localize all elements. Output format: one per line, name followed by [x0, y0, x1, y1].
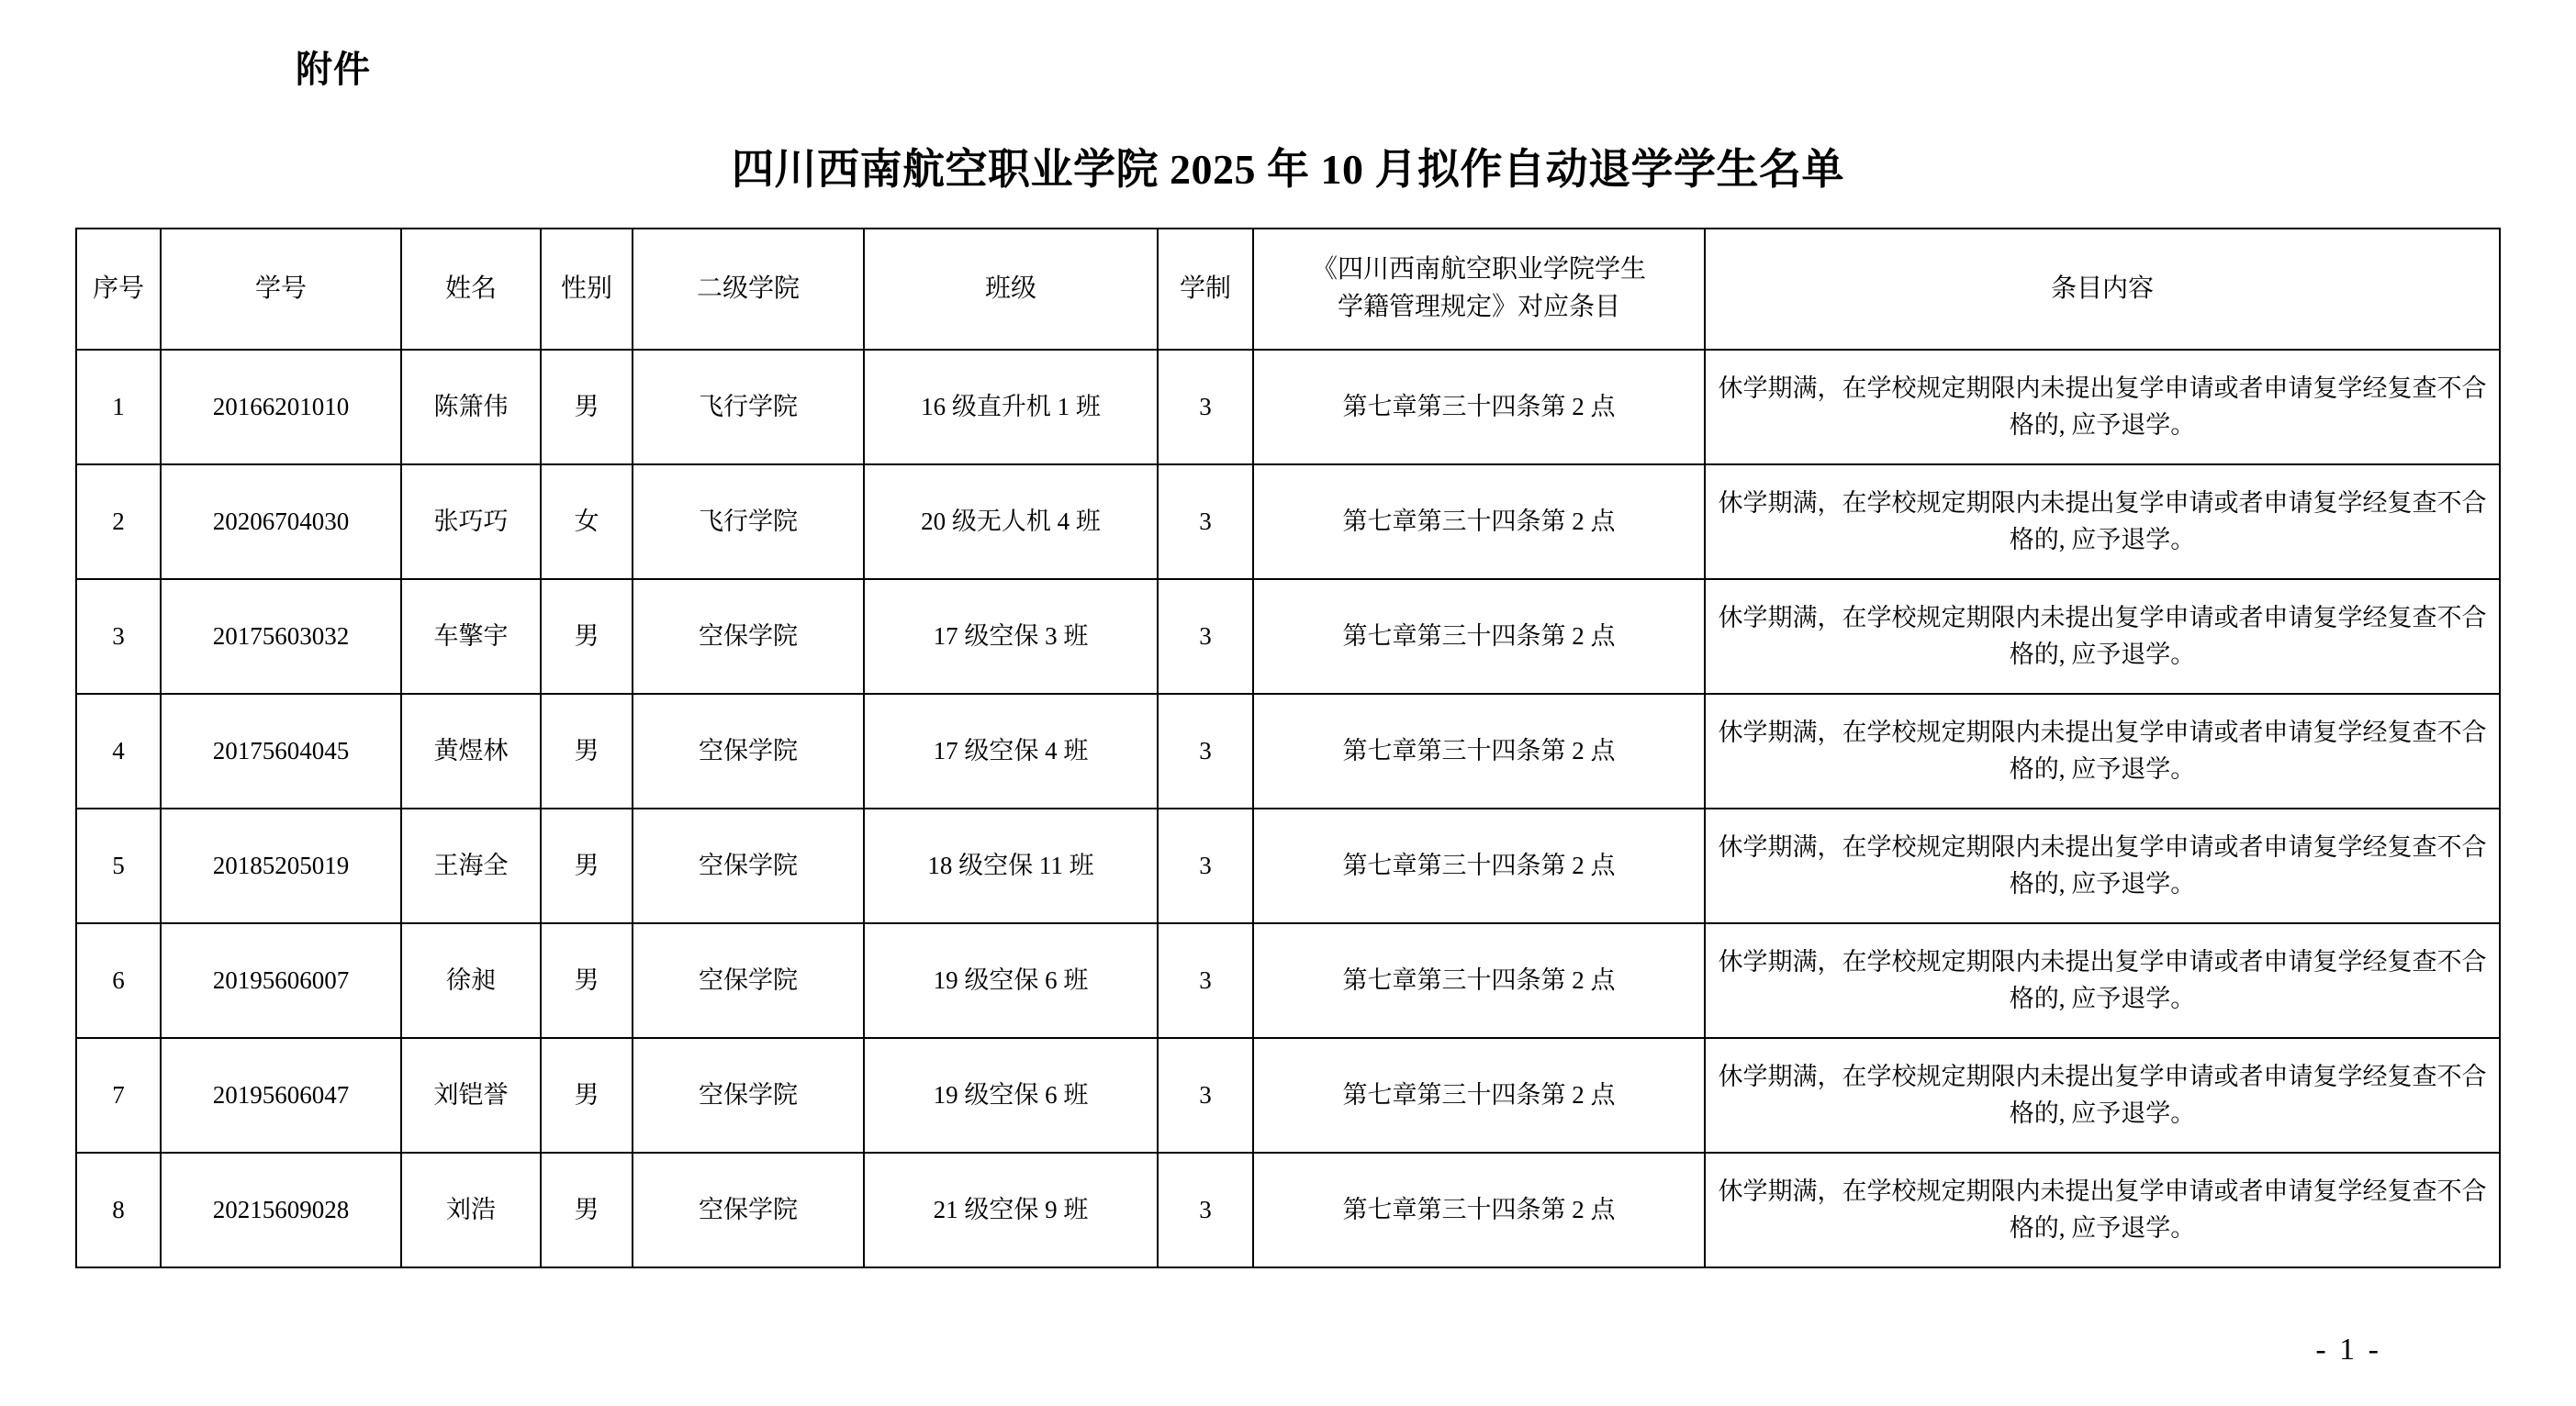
cell-student-id: 20215609028: [161, 1153, 401, 1267]
cell-student-id: 20195606007: [161, 923, 401, 1038]
cell-name: 王海全: [401, 809, 541, 923]
cell-name: 张巧巧: [401, 464, 541, 579]
column-header-system: 学制: [1158, 229, 1253, 350]
cell-name: 车擎宇: [401, 579, 541, 694]
cell-student-id: 20175603032: [161, 579, 401, 694]
column-header-clause-line1: 《四川西南航空职业学院学生: [1311, 255, 1646, 285]
table-header: [76, 229, 2500, 350]
cell-gender: 男: [541, 923, 633, 1038]
cell-clause: 第七章第三十四条第 2 点: [1253, 350, 1705, 464]
cell-system: 3: [1158, 923, 1253, 1038]
cell-class: 16 级直升机 1 班: [864, 350, 1158, 464]
cell-gender: 男: [541, 1153, 633, 1267]
cell-student-id: 20166201010: [161, 350, 401, 464]
column-header-name: 姓名: [401, 229, 541, 350]
cell-clause: 第七章第三十四条第 2 点: [1253, 464, 1705, 579]
cell-clause: 第七章第三十四条第 2 点: [1253, 809, 1705, 923]
page-title: 四川西南航空职业学院 2025 年 10 月拟作自动退学学生名单: [732, 146, 1844, 193]
cell-class: 18 级空保 11 班: [864, 809, 1158, 923]
cell-content: 休学期满，在学校规定期限内未提出复学申请或者申请复学经复查不合格的, 应予退学。: [1705, 923, 2500, 1038]
column-header-clause-line2: 学籍管理规定》对应条目: [1337, 293, 1620, 321]
cell-name: 陈箫伟: [401, 350, 541, 464]
cell-college: 空保学院: [633, 809, 864, 923]
cell-gender: 女: [541, 464, 633, 579]
cell-index: 2: [76, 464, 161, 579]
cell-gender: 男: [541, 350, 633, 464]
cell-system: 3: [1158, 809, 1253, 923]
column-header-clause: [1253, 229, 1705, 350]
table-header-row: [76, 229, 2500, 350]
page-number: - 1 -: [2315, 1333, 2381, 1367]
table-row: [76, 579, 2500, 694]
cell-class: 20 级无人机 4 班: [864, 464, 1158, 579]
cell-system: 3: [1158, 350, 1253, 464]
cell-index: 7: [76, 1038, 161, 1153]
cell-name: 刘浩: [401, 1153, 541, 1267]
column-header-gender: 性别: [541, 229, 633, 350]
table-row: [76, 694, 2500, 809]
cell-clause: 第七章第三十四条第 2 点: [1253, 579, 1705, 694]
cell-class: 17 级空保 3 班: [864, 579, 1158, 694]
cell-college: 空保学院: [633, 1153, 864, 1267]
cell-class: 17 级空保 4 班: [864, 694, 1158, 809]
cell-college: 飞行学院: [633, 350, 864, 464]
cell-name: 刘铠誉: [401, 1038, 541, 1153]
cell-index: 6: [76, 923, 161, 1038]
cell-system: 3: [1158, 694, 1253, 809]
cell-clause: 第七章第三十四条第 2 点: [1253, 923, 1705, 1038]
cell-class: 21 级空保 9 班: [864, 1153, 1158, 1267]
cell-content: 休学期满，在学校规定期限内未提出复学申请或者申请复学经复查不合格的, 应予退学。: [1705, 694, 2500, 809]
table-row: [76, 464, 2500, 579]
table-row: [76, 350, 2500, 464]
cell-college: 空保学院: [633, 694, 864, 809]
column-header-student-id: 学号: [161, 229, 401, 350]
cell-content: 休学期满，在学校规定期限内未提出复学申请或者申请复学经复查不合格的, 应予退学。: [1705, 350, 2500, 464]
cell-student-id: 20185205019: [161, 809, 401, 923]
cell-index: 5: [76, 809, 161, 923]
cell-index: 4: [76, 694, 161, 809]
cell-content: 休学期满，在学校规定期限内未提出复学申请或者申请复学经复查不合格的, 应予退学。: [1705, 809, 2500, 923]
cell-class: 19 级空保 6 班: [864, 1038, 1158, 1153]
cell-content: 休学期满，在学校规定期限内未提出复学申请或者申请复学经复查不合格的, 应予退学。: [1705, 1153, 2500, 1267]
column-header-index: 序号: [76, 229, 161, 350]
table-body: [76, 350, 2500, 1267]
column-header-college: 二级学院: [633, 229, 864, 350]
table-row: [76, 1153, 2500, 1267]
column-header-class: 班级: [864, 229, 1158, 350]
attachment-label: 附件: [296, 50, 371, 90]
cell-student-id: 20175604045: [161, 694, 401, 809]
cell-gender: 男: [541, 579, 633, 694]
cell-student-id: 20195606047: [161, 1038, 401, 1153]
cell-clause: 第七章第三十四条第 2 点: [1253, 694, 1705, 809]
column-header-content: 条目内容: [1705, 229, 2500, 350]
cell-college: 空保学院: [633, 923, 864, 1038]
cell-system: 3: [1158, 1153, 1253, 1267]
roster-table: [75, 228, 2501, 1268]
roster-table-container: [75, 228, 2499, 1268]
cell-clause: 第七章第三十四条第 2 点: [1253, 1038, 1705, 1153]
cell-gender: 男: [541, 809, 633, 923]
cell-system: 3: [1158, 579, 1253, 694]
cell-clause: 第七章第三十四条第 2 点: [1253, 1153, 1705, 1267]
cell-name: 徐昶: [401, 923, 541, 1038]
cell-content: 休学期满，在学校规定期限内未提出复学申请或者申请复学经复查不合格的, 应予退学。: [1705, 464, 2500, 579]
table-row: [76, 809, 2500, 923]
cell-index: 1: [76, 350, 161, 464]
table-row: [76, 923, 2500, 1038]
cell-college: 空保学院: [633, 579, 864, 694]
cell-gender: 男: [541, 1038, 633, 1153]
cell-college: 空保学院: [633, 1038, 864, 1153]
cell-student-id: 20206704030: [161, 464, 401, 579]
cell-system: 3: [1158, 1038, 1253, 1153]
cell-gender: 男: [541, 694, 633, 809]
cell-index: 3: [76, 579, 161, 694]
cell-index: 8: [76, 1153, 161, 1267]
cell-name: 黄煜林: [401, 694, 541, 809]
cell-class: 19 级空保 6 班: [864, 923, 1158, 1038]
cell-content: 休学期满，在学校规定期限内未提出复学申请或者申请复学经复查不合格的, 应予退学。: [1705, 579, 2500, 694]
cell-college: 飞行学院: [633, 464, 864, 579]
cell-content: 休学期满，在学校规定期限内未提出复学申请或者申请复学经复查不合格的, 应予退学。: [1705, 1038, 2500, 1153]
cell-system: 3: [1158, 464, 1253, 579]
table-row: [76, 1038, 2500, 1153]
